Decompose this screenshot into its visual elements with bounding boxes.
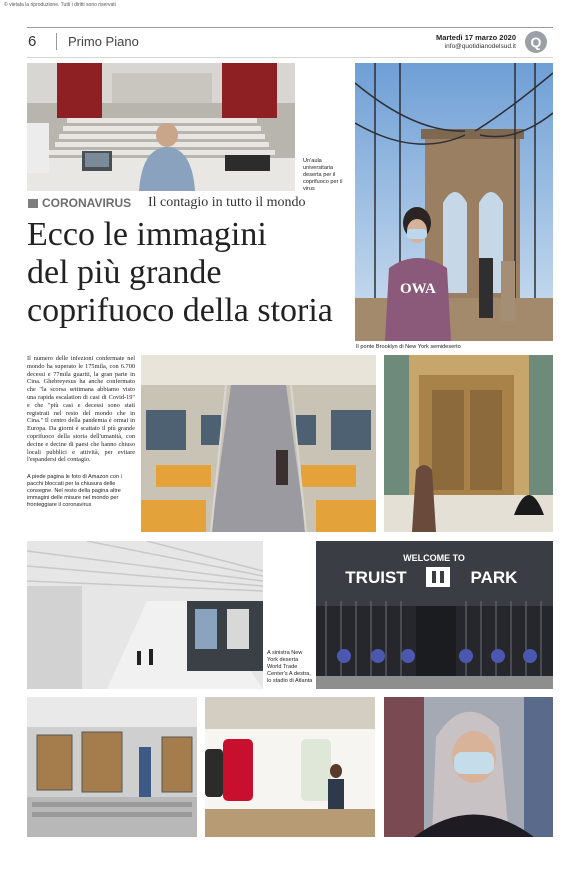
contact-email: info@quotidianodelsud.it	[444, 43, 516, 50]
sweatshirt-text: OWA	[400, 281, 436, 297]
sign-park-text: PARK	[470, 568, 518, 587]
caption-lecture-hall: Un'aula universitaria deserta per il coprifuoco per il virus	[303, 158, 343, 192]
issue-date: Martedì 17 marzo 2020	[435, 33, 516, 42]
photo-apple-store	[205, 697, 375, 837]
sign-truist-text: TRUIST	[345, 568, 407, 587]
headline-line-3: coprifuoco della storia	[27, 292, 333, 329]
caption-wtc-atlanta: A sinistra New York deserta World Trade Center's A destra, lo stadio di Atlanta	[267, 650, 313, 684]
kicker-label: CORONAVIRUS	[42, 196, 132, 210]
photo-woman-mask	[384, 697, 553, 837]
photo-subway-car	[141, 355, 376, 532]
page-number: 6	[28, 33, 37, 50]
section-title: Primo Piano	[68, 34, 139, 49]
photo-brooklyn-bridge	[355, 63, 553, 341]
photo-lecture-hall	[27, 63, 295, 191]
article-body: Il numero delle infezioni confermate nel mondo ha superato le 175mila, con 6.700 decessi e 77mila guariti, la gran parte in Cina. Ghebreyesus ha anche confermato che "la scorsa settimana abbiamo visto una rapida escalation di casi di Covid-19" e che "più casi e decessi sono stati registrati nel resto del mondo che in Cina." Il centro della pandemia è ormai in Europa. Da giorni è scattato il più grande coprifuoco della storia dell'umanità, con decine e decine di paesi che hanno chiuso locali pubblici e attività, per evitare l'espandersi del contagio.	[27, 355, 135, 464]
headline-line-2: del più grande	[27, 254, 222, 291]
photo-truist-park	[316, 541, 553, 689]
headline-line-1: Ecco le immagini	[27, 216, 267, 253]
headline	[27, 216, 357, 330]
copyright-notice: © vietata la riproduzione. Tutti i diritti sono riservati	[4, 2, 116, 8]
photo-amazon-warehouse	[27, 697, 197, 837]
header-separator	[56, 33, 57, 50]
photo-world-trade-center	[27, 541, 263, 689]
header-bottom-rule	[27, 57, 553, 58]
caption-amazon: A piede pagina le foto di Amazon con i pacchi bloccati per la chiusura delle consegne. Nel resto della pagina altre immagini delle misure nel mondo per fronteggiare il coronavirus	[27, 474, 122, 508]
newspaper-logo: Q	[525, 31, 547, 53]
truist-logo-icon	[426, 567, 450, 587]
caption-brooklyn: Il ponte Brooklyn di New York semideserto	[356, 344, 461, 350]
header-rule	[27, 27, 553, 28]
sign-welcome-text: WELCOME TO	[403, 553, 465, 563]
kicker-marker	[28, 199, 38, 208]
kicker-subtitle: Il contagio in tutto il mondo	[148, 195, 306, 210]
photo-mosque	[384, 355, 553, 532]
